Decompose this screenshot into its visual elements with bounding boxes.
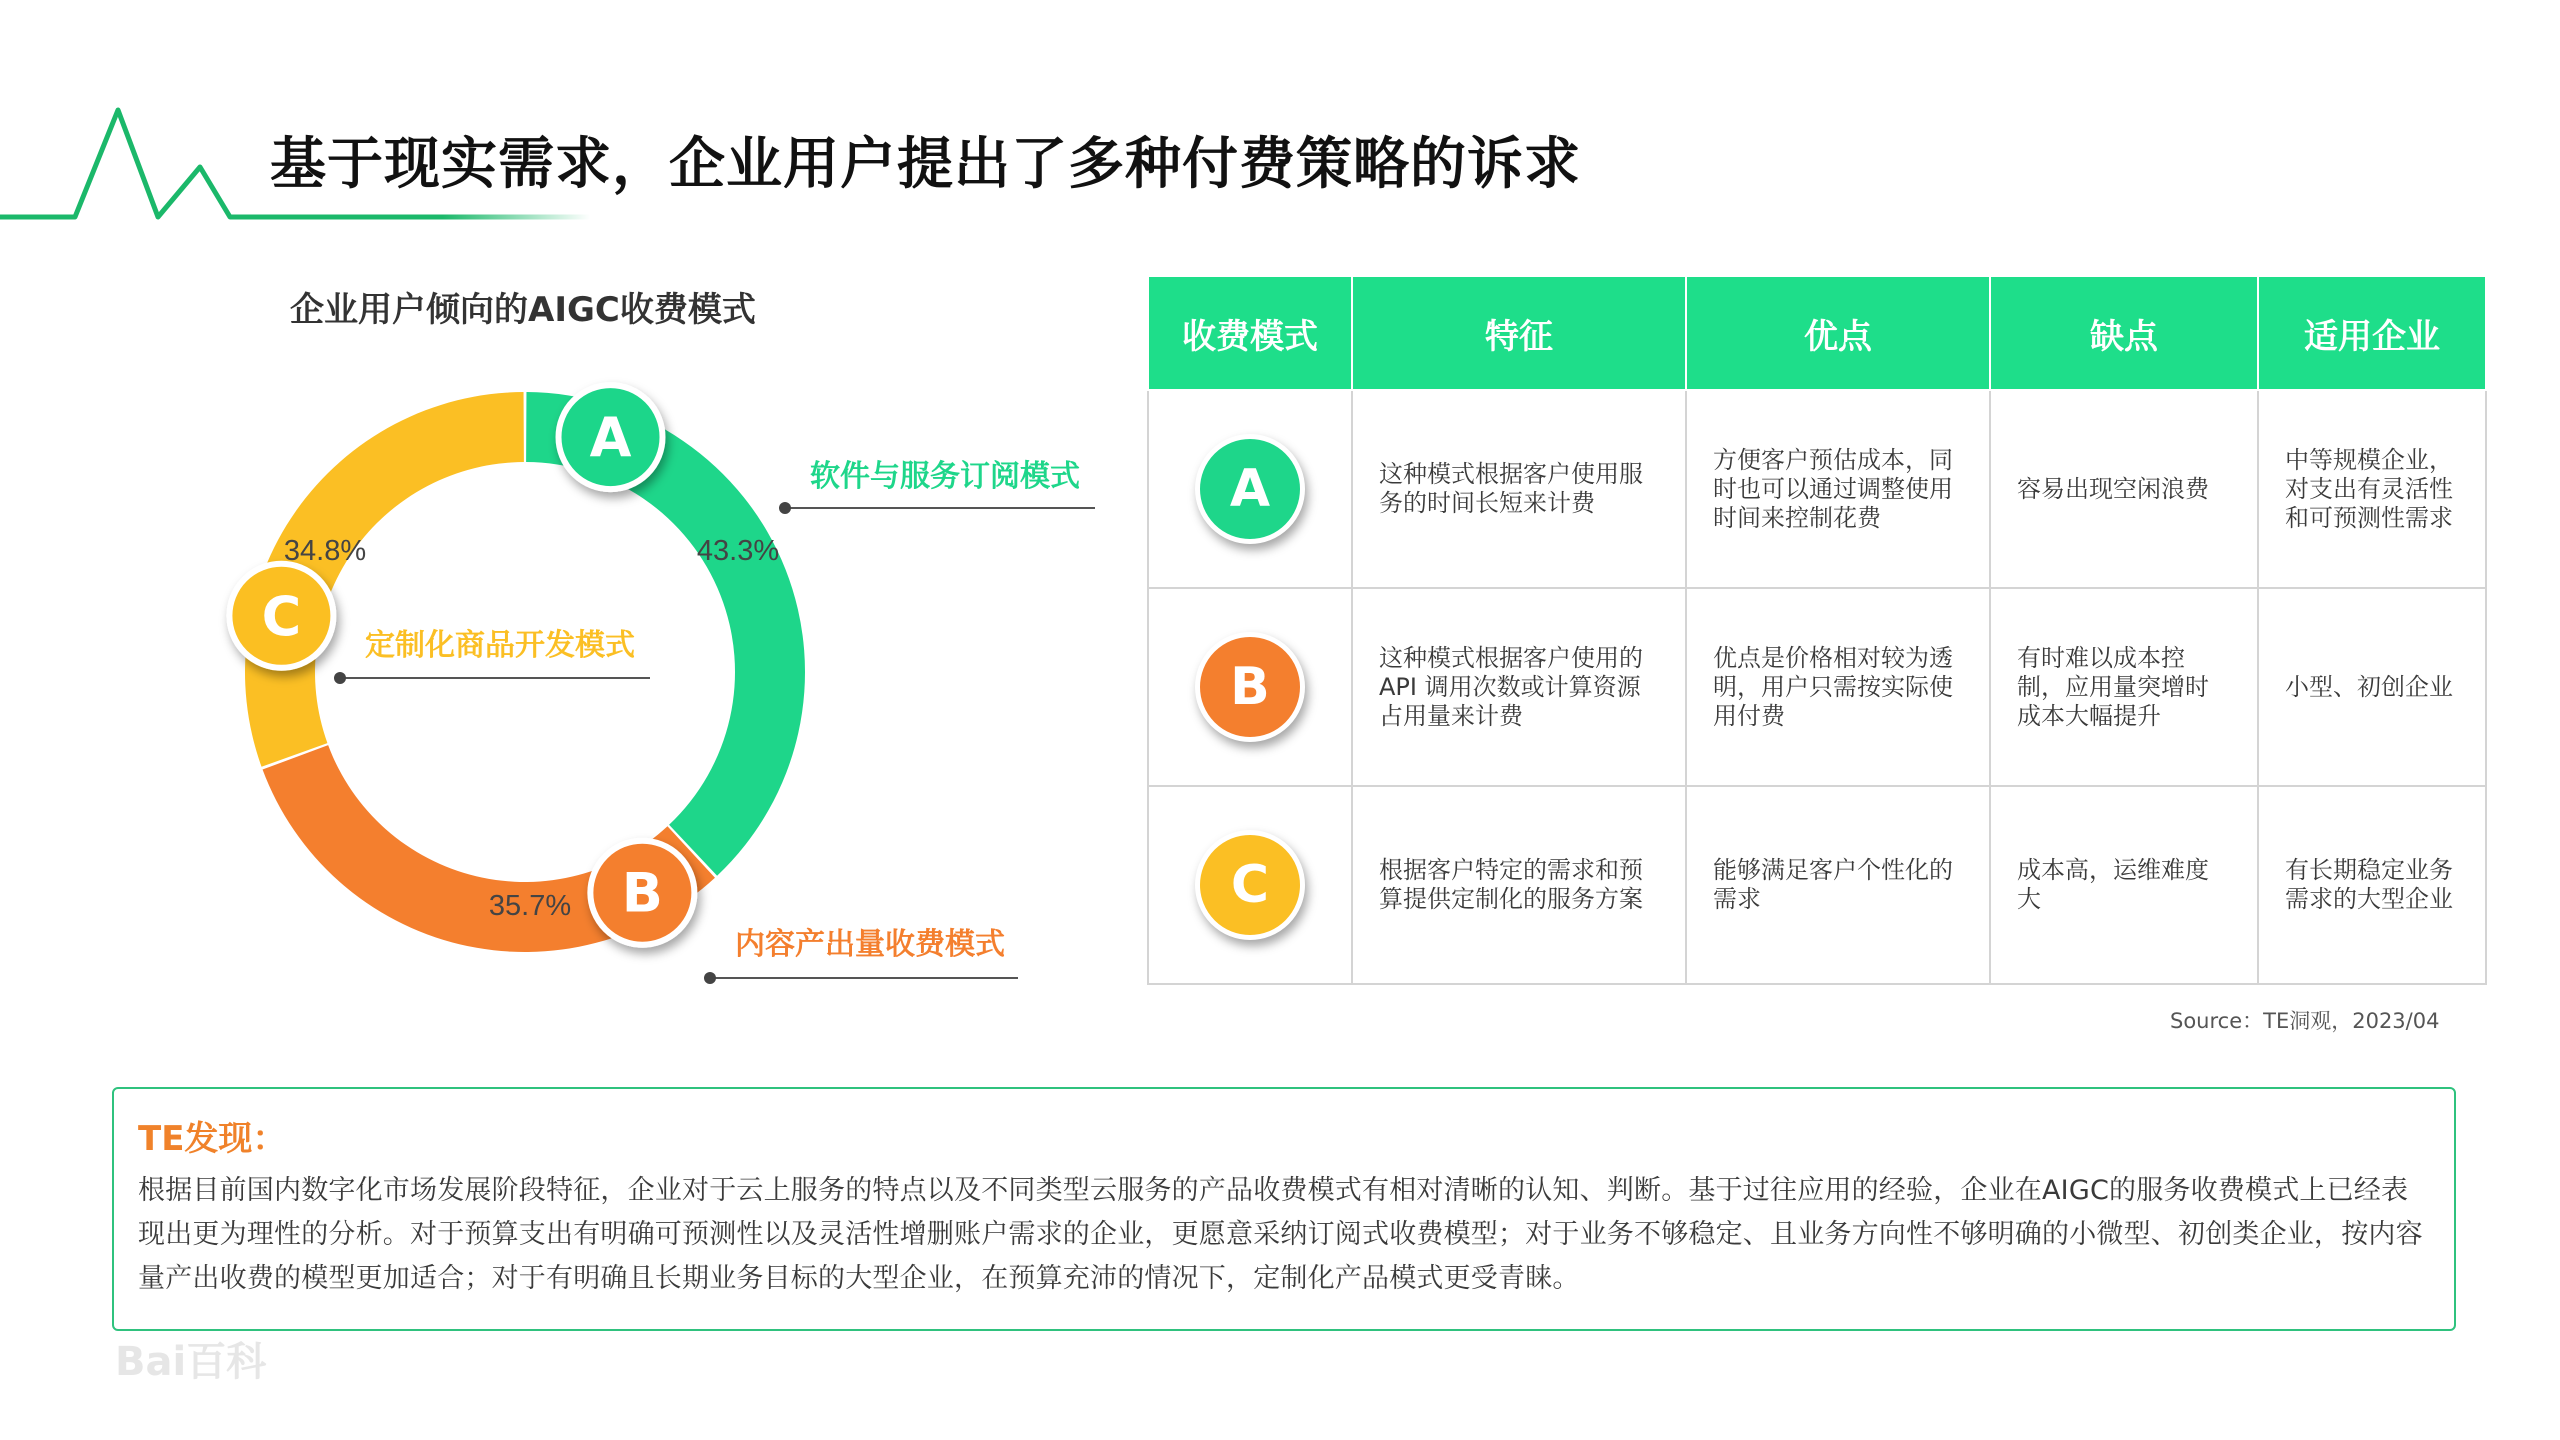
badge-a — [559, 385, 663, 489]
data-label-b: 35.7% — [488, 890, 572, 922]
badge-letter: B — [621, 861, 663, 925]
badge-a: A — [1195, 434, 1305, 544]
header-cons: 缺点 — [1990, 276, 2258, 390]
cell-cons: 容易出现空闲浪费 — [1990, 390, 2258, 588]
cell-fit: 中等规模企业，对支出有灵活性和可预测性需求 — [2258, 390, 2486, 588]
badge-b: B — [1195, 632, 1305, 742]
header-mode: 收费模式 — [1148, 276, 1352, 390]
leader-dot-b — [704, 972, 716, 984]
cell-cons: 成本高，运维难度大 — [1990, 786, 2258, 984]
cell-fit: 有长期稳定业务需求的大型企业 — [2258, 786, 2486, 984]
leader-dot-a — [779, 502, 791, 514]
fee-model-table — [1147, 275, 2487, 985]
cell-feature: 这种模式根据客户使用的API 调用次数或计算资源占用量来计费 — [1352, 588, 1686, 786]
findings-body: 根据目前国内数字化市场发展阶段特征，企业对于云上服务的特点以及不同类型云服务的产品收费模式有相对清晰的认知、判断。基于过往应用的经验，企业在AIGC的服务收费模式上已经表现出更为理性的分析。对于预算支出有明确可预测性以及灵活性增删账户需求的企业，更愿意采纳订阅式收费模型；对于业务不够稳定、且业务方向性不够明确的小微型、初创类企业，按内容量产出收费的模型更加适合；对于有明确且长期业务目标的大型企业，在预算充沛的情况下，定制化产品模式更受青睐。 — [138, 1175, 2423, 1294]
cell-fit: 小型、初创企业 — [2258, 588, 2486, 786]
badge-c — [229, 564, 333, 668]
table-row — [1148, 390, 2486, 588]
findings-title: TE发现： — [138, 1119, 287, 1159]
watermark: Bai百科 — [115, 1339, 267, 1385]
cell-pros: 能够满足客户个性化的需求 — [1686, 786, 1990, 984]
badge-b — [590, 841, 694, 945]
table-row — [1148, 588, 2486, 786]
source-note: Source：TE洞观，2023/04 — [2170, 1009, 2440, 1033]
data-label-c: 34.8% — [283, 535, 367, 567]
category-label-c: 定制化商品开发模式 — [365, 628, 635, 663]
donut-chart — [0, 330, 1140, 1030]
leader-dot-c — [334, 672, 346, 684]
header-pros: 优点 — [1686, 276, 1990, 390]
badge-c: C — [1195, 830, 1305, 940]
cell-cons: 有时难以成本控制，应用量突增时成本大幅提升 — [1990, 588, 2258, 786]
category-label-a: 软件与服务订阅模式 — [810, 459, 1080, 494]
cell-feature: 这种模式根据客户使用服务的时间长短来计费 — [1352, 390, 1686, 588]
header-feature: 特征 — [1352, 276, 1686, 390]
badge-letter: C — [261, 584, 302, 648]
category-label-b: 内容产出量收费模式 — [735, 927, 1005, 962]
cell-pros: 方便客户预估成本，同时也可以通过调整使用时间来控制花费 — [1686, 390, 1990, 588]
cell-feature: 根据客户特定的需求和预算提供定制化的服务方案 — [1352, 786, 1686, 984]
table-row — [1148, 786, 2486, 984]
data-label-a: 43.3% — [696, 535, 780, 567]
badge-letter: A — [589, 406, 632, 470]
table-header-row — [1148, 276, 2486, 390]
cell-pros: 优点是价格相对较为透明，用户只需按实际使用付费 — [1686, 588, 1990, 786]
chart-title: 企业用户倾向的AIGC收费模式 — [290, 290, 756, 330]
findings-box — [112, 1087, 2456, 1331]
page-title: 基于现实需求，企业用户提出了多种付费策略的诉求 — [270, 132, 1581, 197]
header-fit: 适用企业 — [2258, 276, 2486, 390]
